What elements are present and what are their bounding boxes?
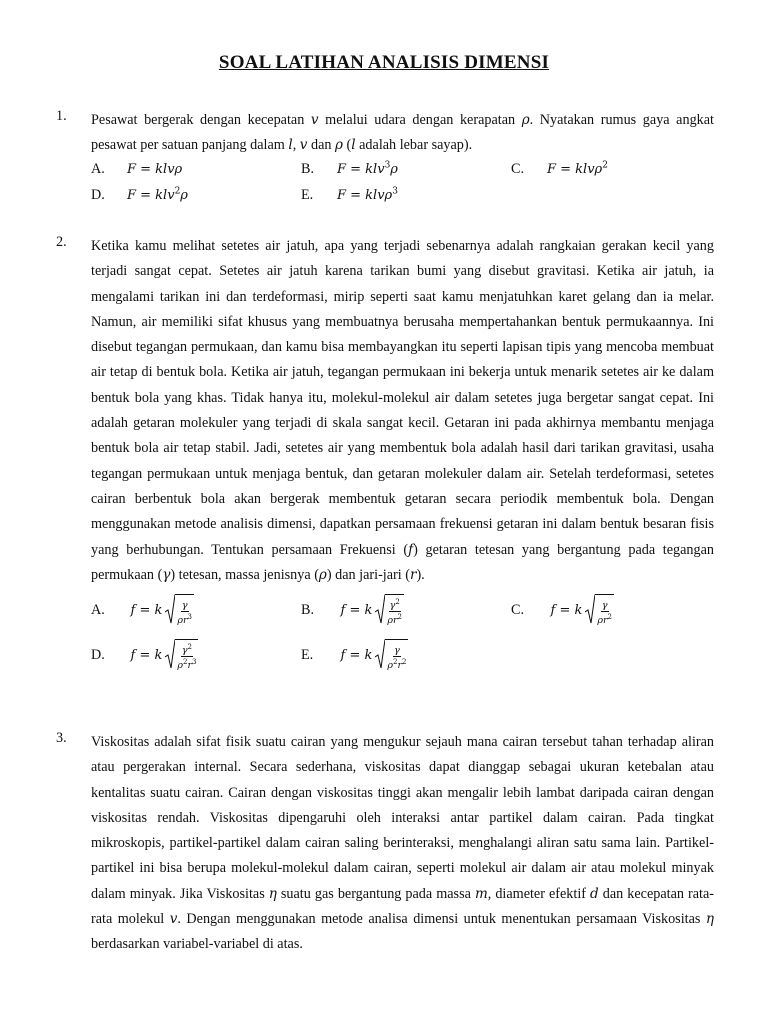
question-2 — [56, 234, 714, 676]
option-d[interactable]: D. f = k $\frac{\gamma^2}{\rho^2r^3}$ — [91, 639, 198, 671]
question-text: Pesawat bergerak dengan kecepatan v melalui udara dengan kerapatan ρ. Nyatakan rumus gaya angkat pesawat per satuan panjang dalam l, v dan ρ (l adalah lebar sayap). — [91, 112, 714, 154]
question-text: Ketika kamu melihat setetes air jatuh, apa yang terjadi sebenarnya adalah rangkaian gerakan kecil yang terjadi sangat cepat. Setetes air jatuh karena tarikan bumi yang disebut gravitasi. Ketika air jatuh, ia mengalami tarikan ini dan terdeformasi, mirip seperti saat kamu menjatuhkan karet gelang dan ia melar. Namun, air memiliki sifat khusus yang membuatnya berusaha mempertahankan bentuk permukaannya. Ini disebut tegangan permukaan, dan kamu bisa membayangkan itu seperti lapisan tipis yang mencoba membuat air tetap di bentuk bola. Ketika air jatuh, tegangan permukaan ini bekerja untuk menarik setetes air ke dalam bentuk bola yang khas. Tidak hanya itu, molekul-molekul air dalam setetes juga bergetar sangat cepat. Ini adalah getaran molekuler yang terjadi di skala sangat kecil. Getaran ini pada akhirnya membantu menjaga bentuk bola air tetap stabil. Jadi, setetes air yang membentuk bola adalah hasil dari tarikan gravitasi, usaha tegangan permukaan untuk menjaga bentuk, dan getaran molekuler dalam air. Setelah terdeformasi, setetes cairan berbentuk bola akan bergerak membentuk getaran secara periodik membentuk bola. Dengan menggunakan metode analisis dimensi, dapatkan persamaan frekuensi getaran ini dalam bentuk besaran fisis yang berhubungan. Tentukan persamaan Frekuensi (f) getaran tetesan yang bergantung pada tegangan permukaan (γ) tetesan, massa jenisnya (ρ) dan jari-jari (r). — [91, 238, 714, 583]
question-number: 1. — [56, 108, 67, 124]
answer-options — [91, 159, 714, 211]
option-b[interactable]: B. f = k $\frac{\gamma^2}{\rho r^2}$ — [301, 594, 404, 626]
option-d[interactable]: D. F = klv$^2$ρ — [91, 186, 188, 203]
question-1 — [56, 108, 714, 211]
question-3 — [56, 730, 714, 958]
option-b[interactable]: B. F = klv$^3$ρ — [301, 160, 398, 177]
option-e[interactable]: E. F = klvρ$^3$ — [301, 186, 398, 203]
option-c[interactable]: C. f = k $\frac{\gamma}{\rho r^2}$ — [511, 594, 614, 626]
answer-options — [91, 588, 714, 676]
square-root: $\frac{\gamma}{\rho^2r^2}$ — [375, 639, 408, 671]
square-root: $\frac{\gamma^2}{\rho r^2}$ — [375, 594, 404, 626]
question-number: 2. — [56, 234, 67, 250]
square-root: $\frac{\gamma}{\rho r^2}$ — [585, 594, 614, 626]
option-a[interactable]: A. F = klvρ — [91, 160, 183, 177]
question-text: Viskositas adalah sifat fisik suatu cairan yang mengukur sejauh mana cairan tersebut tahan terhadap aliran atau pergerakan internal. Secara sederhana, viskositas dapat dianggap sebagai ukuran ketebalan atau kentalitas suatu cairan. Cairan dengan viskositas tinggi akan mengalir lebih lambat daripada cairan dengan viskositas rendah. Viskositas dipengaruhi oleh interaksi antar partikel dalam cairan. Pada tingkat mikroskopis, partikel-partikel dalam cairan saling berinteraksi, menghalangi aliran satu sama lain. Partikel-partikel ini bisa berupa molekul-molekul dalam cairan, seperti molekul air dalam air atau molekul minyak dalam minyak. Jika Viskositas η suatu gas bergantung pada massa m, diameter efektif d dan kecepatan rata-rata molekul v. Dengan menggunakan metode analisa dimensi untuk menentukan persamaan Viskositas η berdasarkan variabel-variabel di atas. — [91, 734, 714, 953]
page-title: SOAL LATIHAN ANALISIS DIMENSI — [218, 52, 550, 73]
option-e[interactable]: E. f = k $\frac{\gamma}{\rho^2r^2}$ — [301, 639, 408, 671]
question-number: 3. — [56, 730, 67, 746]
square-root: $\frac{\gamma}{\rho r^3}$ — [165, 594, 194, 626]
option-c[interactable]: C. F = klvρ$^2$ — [511, 160, 608, 177]
square-root: $\frac{\gamma^2}{\rho^2r^3}$ — [165, 639, 198, 671]
option-a[interactable]: A. f = k $\frac{\gamma}{\rho r^3}$ — [91, 594, 194, 626]
